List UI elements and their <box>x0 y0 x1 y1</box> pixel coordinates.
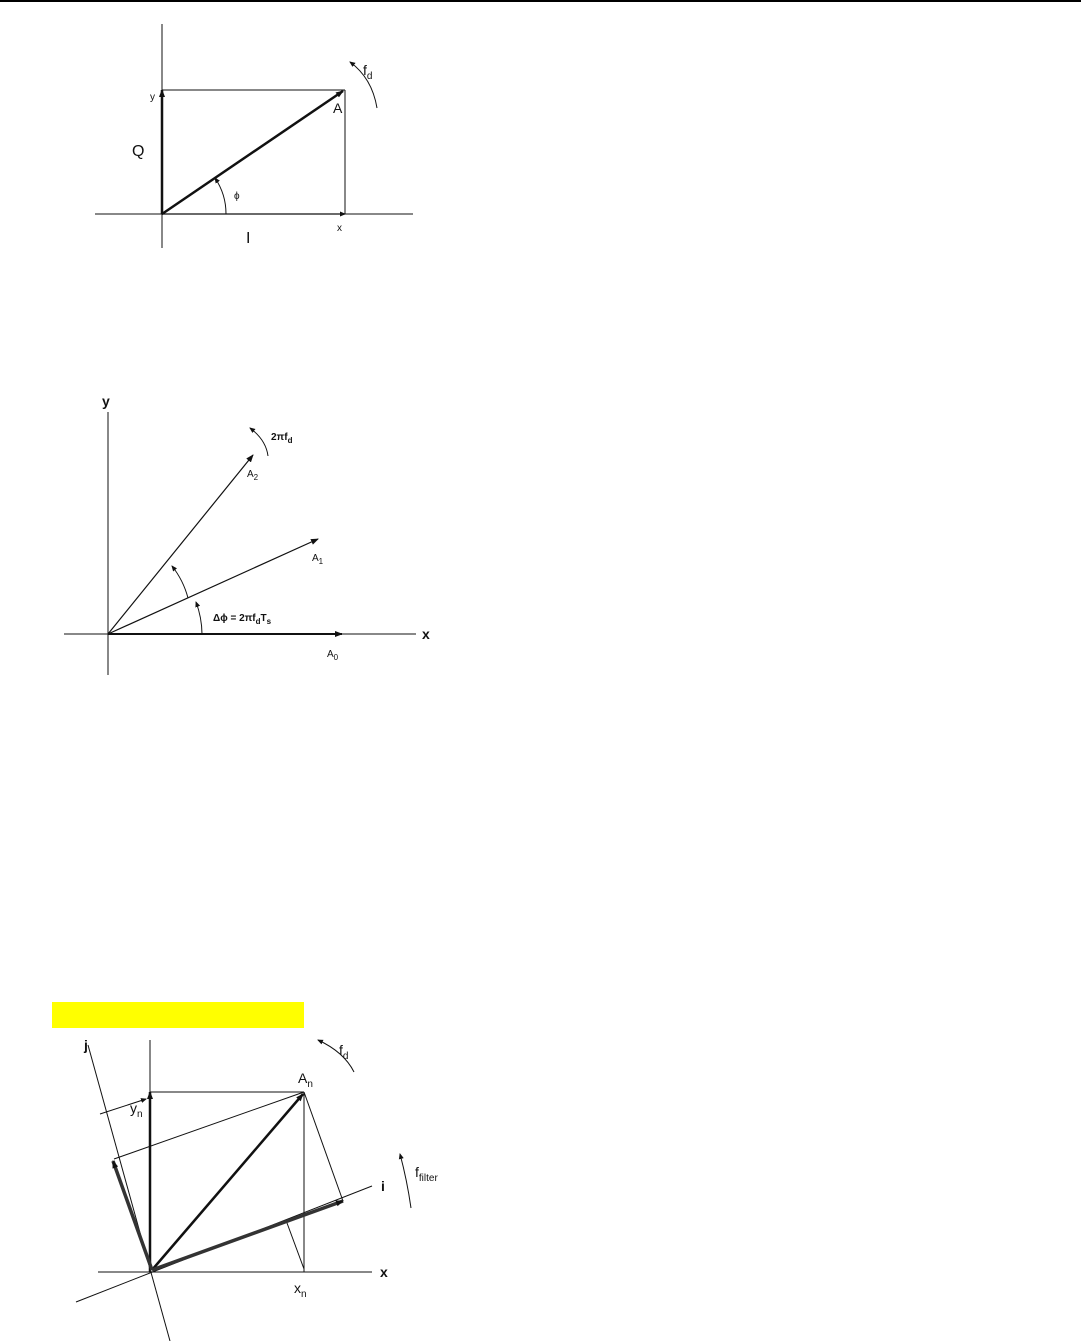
label-i: i <box>381 1178 385 1194</box>
diagram-rotating-labels <box>102 393 430 662</box>
j-component-arrow <box>113 1161 152 1270</box>
label-fd: $f_d$ <box>363 62 373 82</box>
label-xn: $x_n$ <box>294 1280 307 1300</box>
diagram-rotating-phasors <box>64 412 416 675</box>
rotation-arc <box>250 428 268 456</box>
label-yn: $y_n$ <box>130 1100 143 1120</box>
label-an: $A_n$ <box>298 1070 313 1090</box>
diagram-filter-frame <box>76 1040 411 1341</box>
label-delta-phi-equation: $\Delta\phi = 2\pi f_dT_s$ <box>213 613 272 626</box>
a1-a2-arc <box>172 566 188 598</box>
label-x: x <box>380 1264 388 1280</box>
j-axis <box>88 1045 170 1341</box>
ffilter-rotation-arc <box>400 1154 411 1208</box>
phi-angle-arc <box>215 178 226 214</box>
label-x: x <box>422 626 430 642</box>
xn-drop-line <box>287 1223 304 1269</box>
phasor-a2-arrow <box>108 455 253 634</box>
label-a2: $A_2$ <box>247 469 259 482</box>
label-j: j <box>84 1037 88 1053</box>
diagram-filter-labels <box>83 1037 438 1300</box>
label-a: A <box>333 100 343 116</box>
i-projection-line <box>304 1092 343 1201</box>
label-y: y <box>102 393 110 409</box>
diagram-iq-phasor <box>95 24 413 248</box>
label-x: x <box>337 223 342 234</box>
fd-rotation-arc <box>318 1040 354 1072</box>
label-fd: $f_d$ <box>339 1042 349 1062</box>
label-rotation-rate: $2\pi f_d$ <box>271 432 293 445</box>
label-a0: $A_0$ <box>327 649 339 662</box>
label-ffilter: $f_{filter}$ <box>415 1164 438 1184</box>
label-q: Q <box>132 143 145 160</box>
label-y: y <box>150 92 155 103</box>
label-i: I <box>246 230 251 247</box>
delta-phi-arc <box>196 602 202 634</box>
label-a1: $A_1$ <box>312 553 324 566</box>
label-phi: ϕ <box>234 191 240 202</box>
phasor-a-arrow <box>162 91 343 214</box>
